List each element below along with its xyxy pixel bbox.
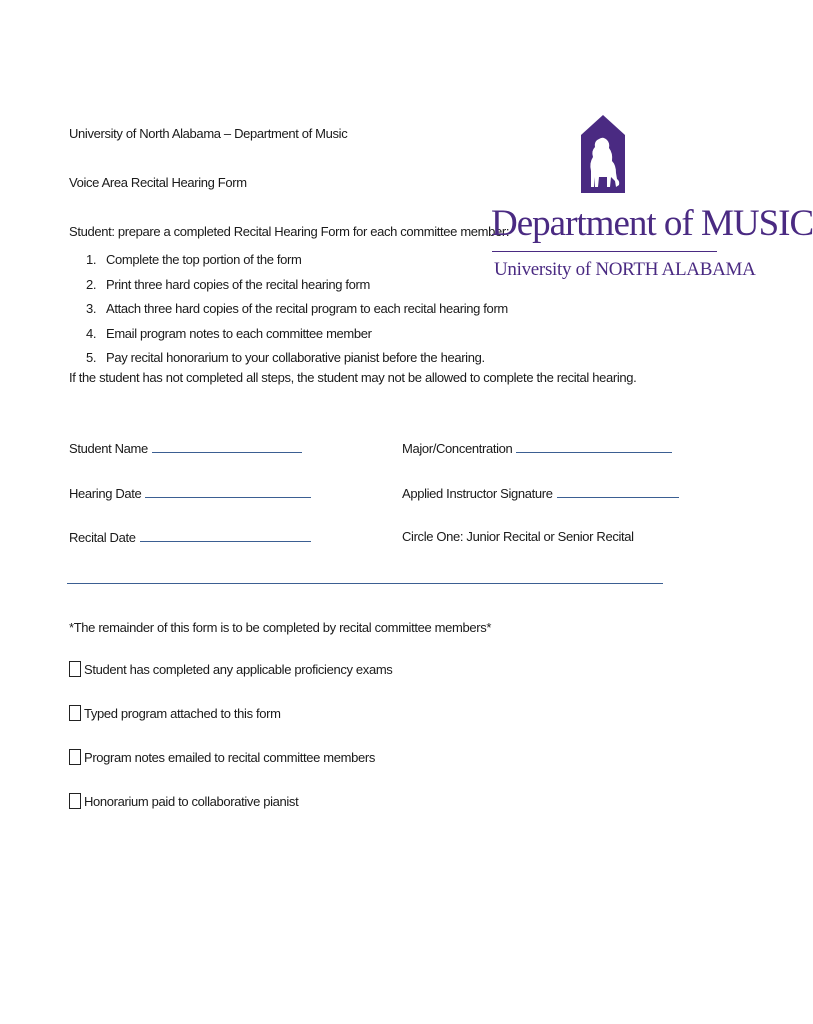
lion-crest-icon xyxy=(581,115,625,193)
step-number: 4. xyxy=(86,325,97,341)
instruction-step xyxy=(86,297,508,322)
proficiency-checkbox[interactable] xyxy=(69,661,81,677)
student-name-label: Student Name xyxy=(69,441,148,456)
recital-date-field xyxy=(69,529,311,546)
instruction-step xyxy=(86,248,508,273)
logo-department-text: Department of MUSIC xyxy=(491,203,813,244)
department-logo xyxy=(488,112,813,292)
instruction-step xyxy=(86,273,508,298)
major-label: Major/Concentration xyxy=(402,441,513,456)
student-name-input[interactable] xyxy=(152,440,302,453)
form-title: Voice Area Recital Hearing Form xyxy=(69,175,247,190)
checklist-item-program xyxy=(69,705,281,721)
major-field xyxy=(402,440,672,457)
step-text: Email program notes to each committee member xyxy=(106,325,372,341)
completion-warning: If the student has not completed all steps, the student may not be allowed to complete the recital hearing. xyxy=(69,370,637,385)
notes-checkbox[interactable] xyxy=(69,749,81,765)
checklist-item-honorarium xyxy=(69,793,298,809)
instructions-intro: Student: prepare a completed Recital Hearing Form for each committee member: xyxy=(69,224,510,239)
logo-university-text: University of NORTH ALABAMA xyxy=(494,259,756,280)
hearing-date-input[interactable] xyxy=(145,485,311,498)
program-checkbox[interactable] xyxy=(69,705,81,721)
instructor-signature-field xyxy=(402,485,679,502)
checklist-label: Typed program attached to this form xyxy=(84,705,281,721)
recital-date-input[interactable] xyxy=(140,529,311,542)
step-number: 3. xyxy=(86,301,97,316)
instructor-signature-label: Applied Instructor Signature xyxy=(402,486,553,501)
checklist-label: Honorarium paid to collaborative pianist xyxy=(84,793,299,809)
checklist-item-notes xyxy=(69,749,375,765)
committee-note: *The remainder of this form is to be completed by recital committee members* xyxy=(69,620,492,635)
step-text: Attach three hard copies of the recital program to each recital hearing form xyxy=(106,301,508,316)
hearing-date-field xyxy=(69,485,311,502)
instruction-step xyxy=(86,346,508,371)
step-text: Pay recital honorarium to your collaborative pianist before the hearing. xyxy=(106,350,485,365)
instruction-step xyxy=(86,322,508,347)
honorarium-checkbox[interactable] xyxy=(69,793,81,809)
step-number: 5. xyxy=(86,350,97,365)
major-input[interactable] xyxy=(516,440,672,453)
checklist-label: Student has completed any applicable proficiency exams xyxy=(84,661,393,677)
institution-heading: University of North Alabama – Department of Music xyxy=(69,126,348,141)
section-divider xyxy=(67,583,663,584)
student-name-field xyxy=(69,440,302,457)
logo-rule xyxy=(492,251,717,252)
step-number: 2. xyxy=(86,276,97,292)
instructor-signature-input[interactable] xyxy=(557,485,679,498)
checklist-label: Program notes emailed to recital committee members xyxy=(84,749,376,765)
step-text: Print three hard copies of the recital hearing form xyxy=(106,276,370,292)
circle-one-text[interactable]: Circle One: Junior Recital or Senior Recital xyxy=(402,529,634,544)
step-number: 1. xyxy=(86,252,97,267)
instruction-steps xyxy=(86,248,508,371)
checklist-item-proficiency xyxy=(69,661,392,677)
recital-date-label: Recital Date xyxy=(69,530,136,545)
hearing-date-label: Hearing Date xyxy=(69,486,142,501)
step-text: Complete the top portion of the form xyxy=(106,252,302,267)
